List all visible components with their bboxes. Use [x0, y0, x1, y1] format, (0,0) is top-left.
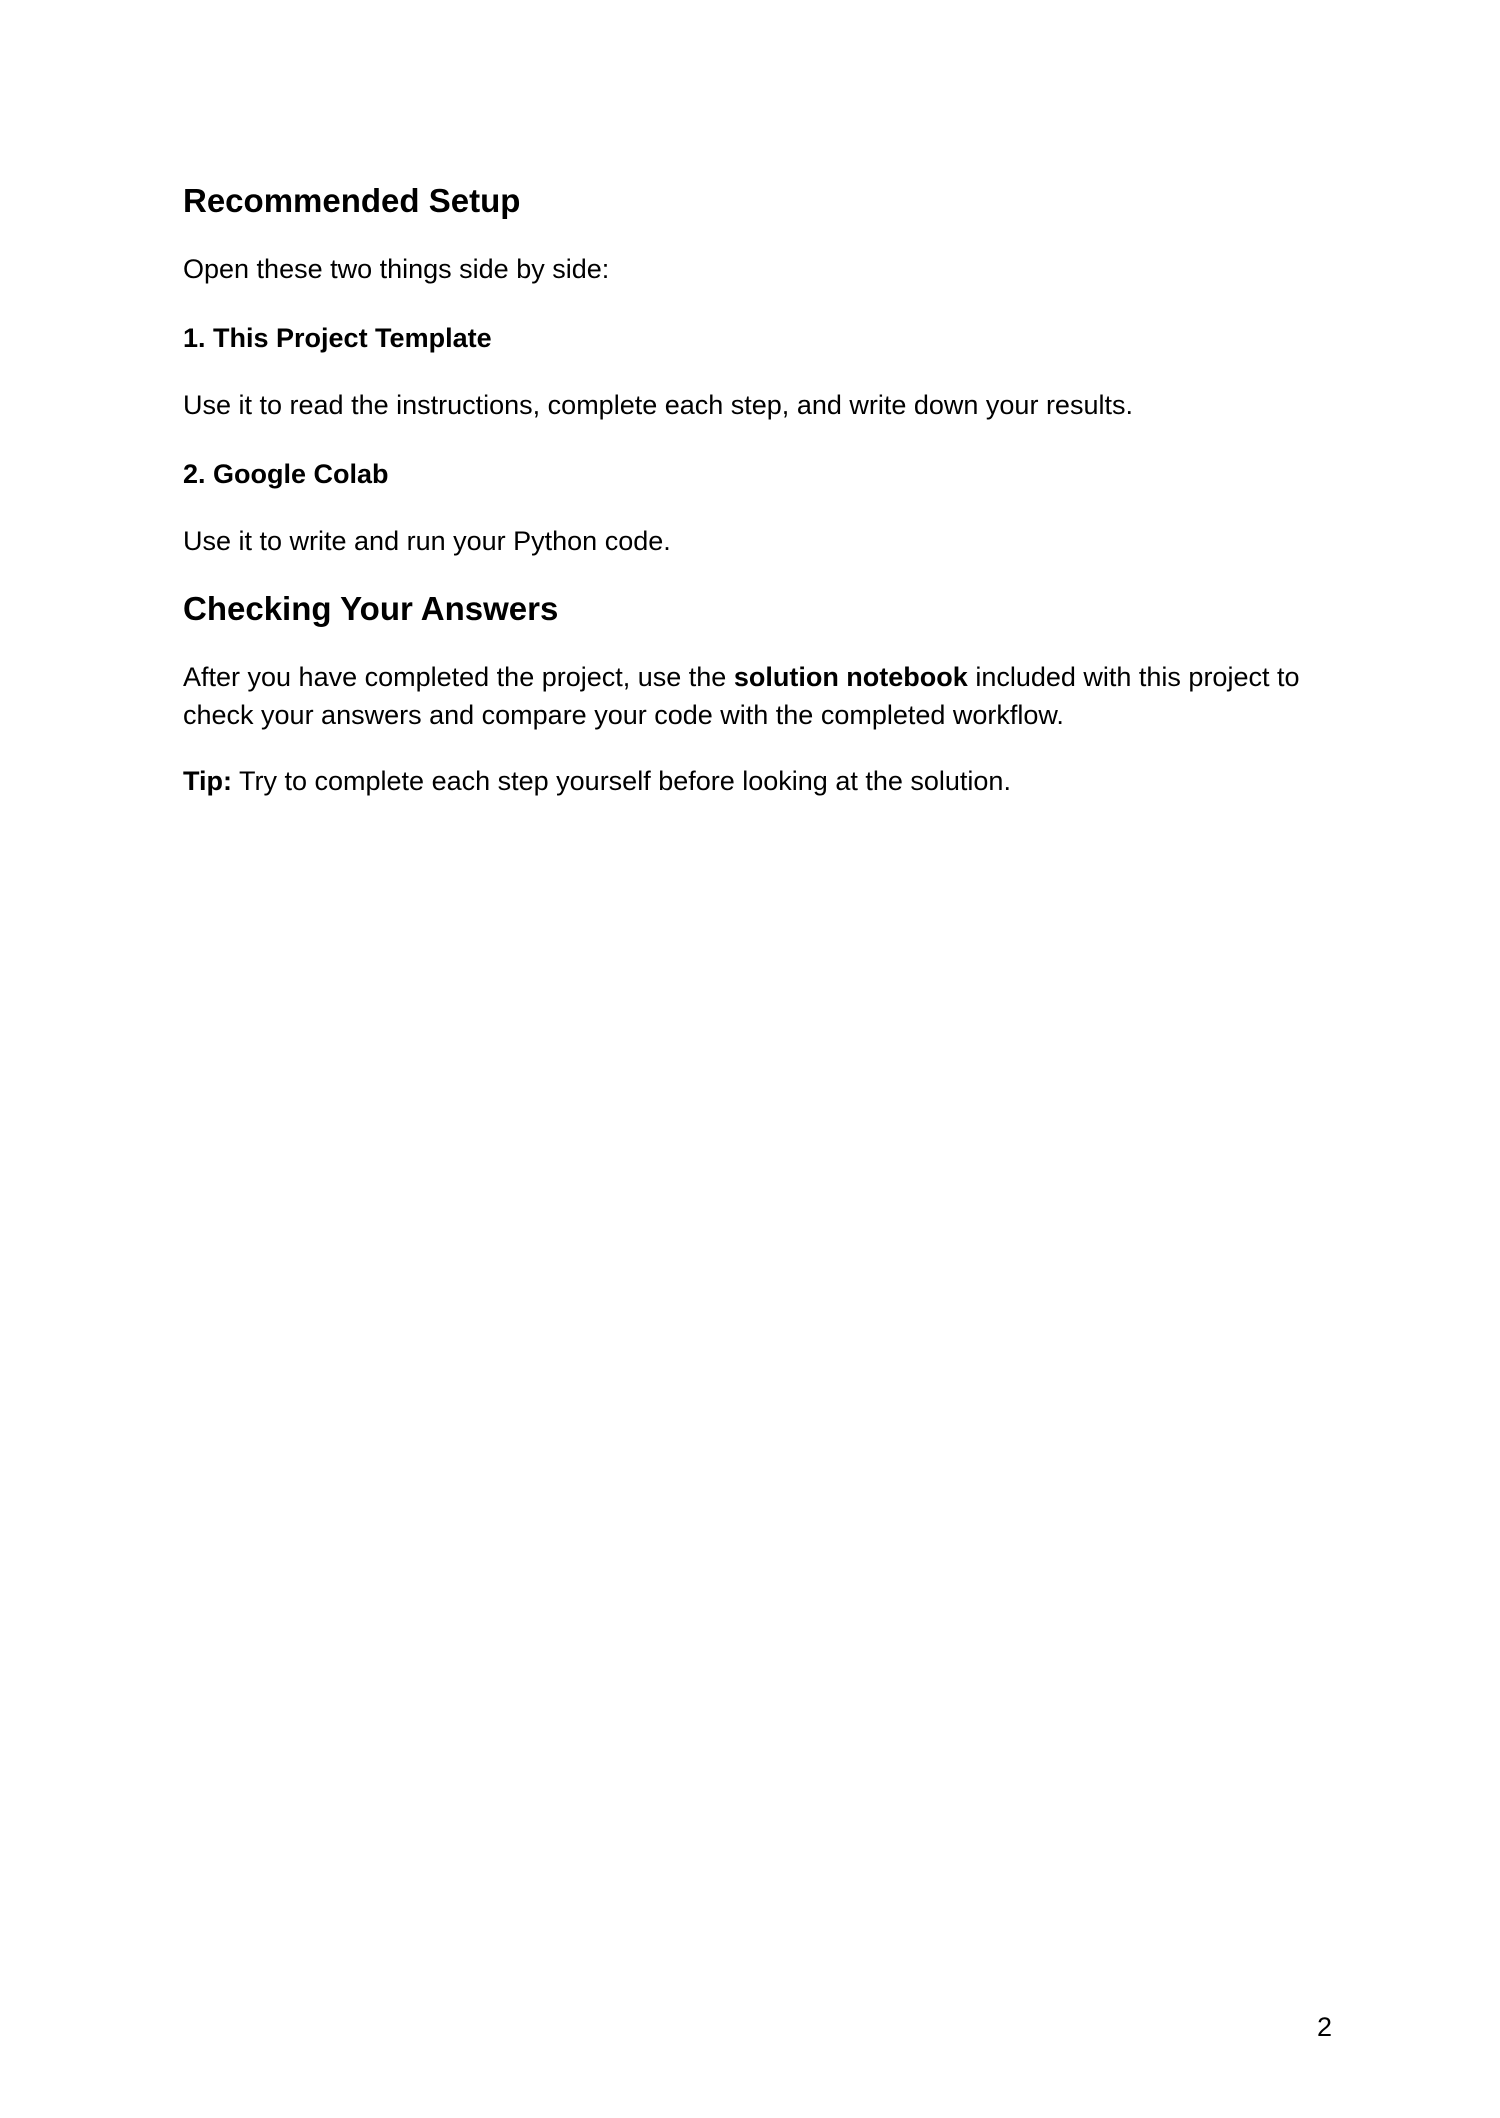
item-text-project-template: Use it to read the instructions, complete each step, and write down your results. [183, 390, 1133, 420]
solution-notebook-emphasis: solution notebook [733, 662, 968, 692]
setup-intro-text: Open these two things side by side: [183, 254, 610, 284]
page-number: 2 [1316, 2012, 1332, 2042]
item-heading-google-colab: 2. Google Colab [183, 459, 389, 489]
answers-text-end: included with this project to check your answers and compare your code with the completed workflow. [183, 662, 1300, 730]
item-text-google-colab: Use it to write and run your Python code. [183, 526, 671, 556]
answers-text-start: After you have completed the project, use the [183, 662, 734, 692]
page-content [183, 178, 1333, 800]
section-heading-checking-answers: Checking Your Answers [183, 590, 559, 627]
answers-paragraph [183, 658, 1333, 734]
tip-label: Tip: [183, 766, 232, 796]
tip-paragraph [183, 762, 1333, 800]
section-heading-recommended-setup: Recommended Setup [183, 182, 521, 219]
tip-text: Try to complete each step yourself before looking at the solution. [232, 766, 1011, 796]
item-heading-project-template: 1. This Project Template [183, 323, 492, 353]
